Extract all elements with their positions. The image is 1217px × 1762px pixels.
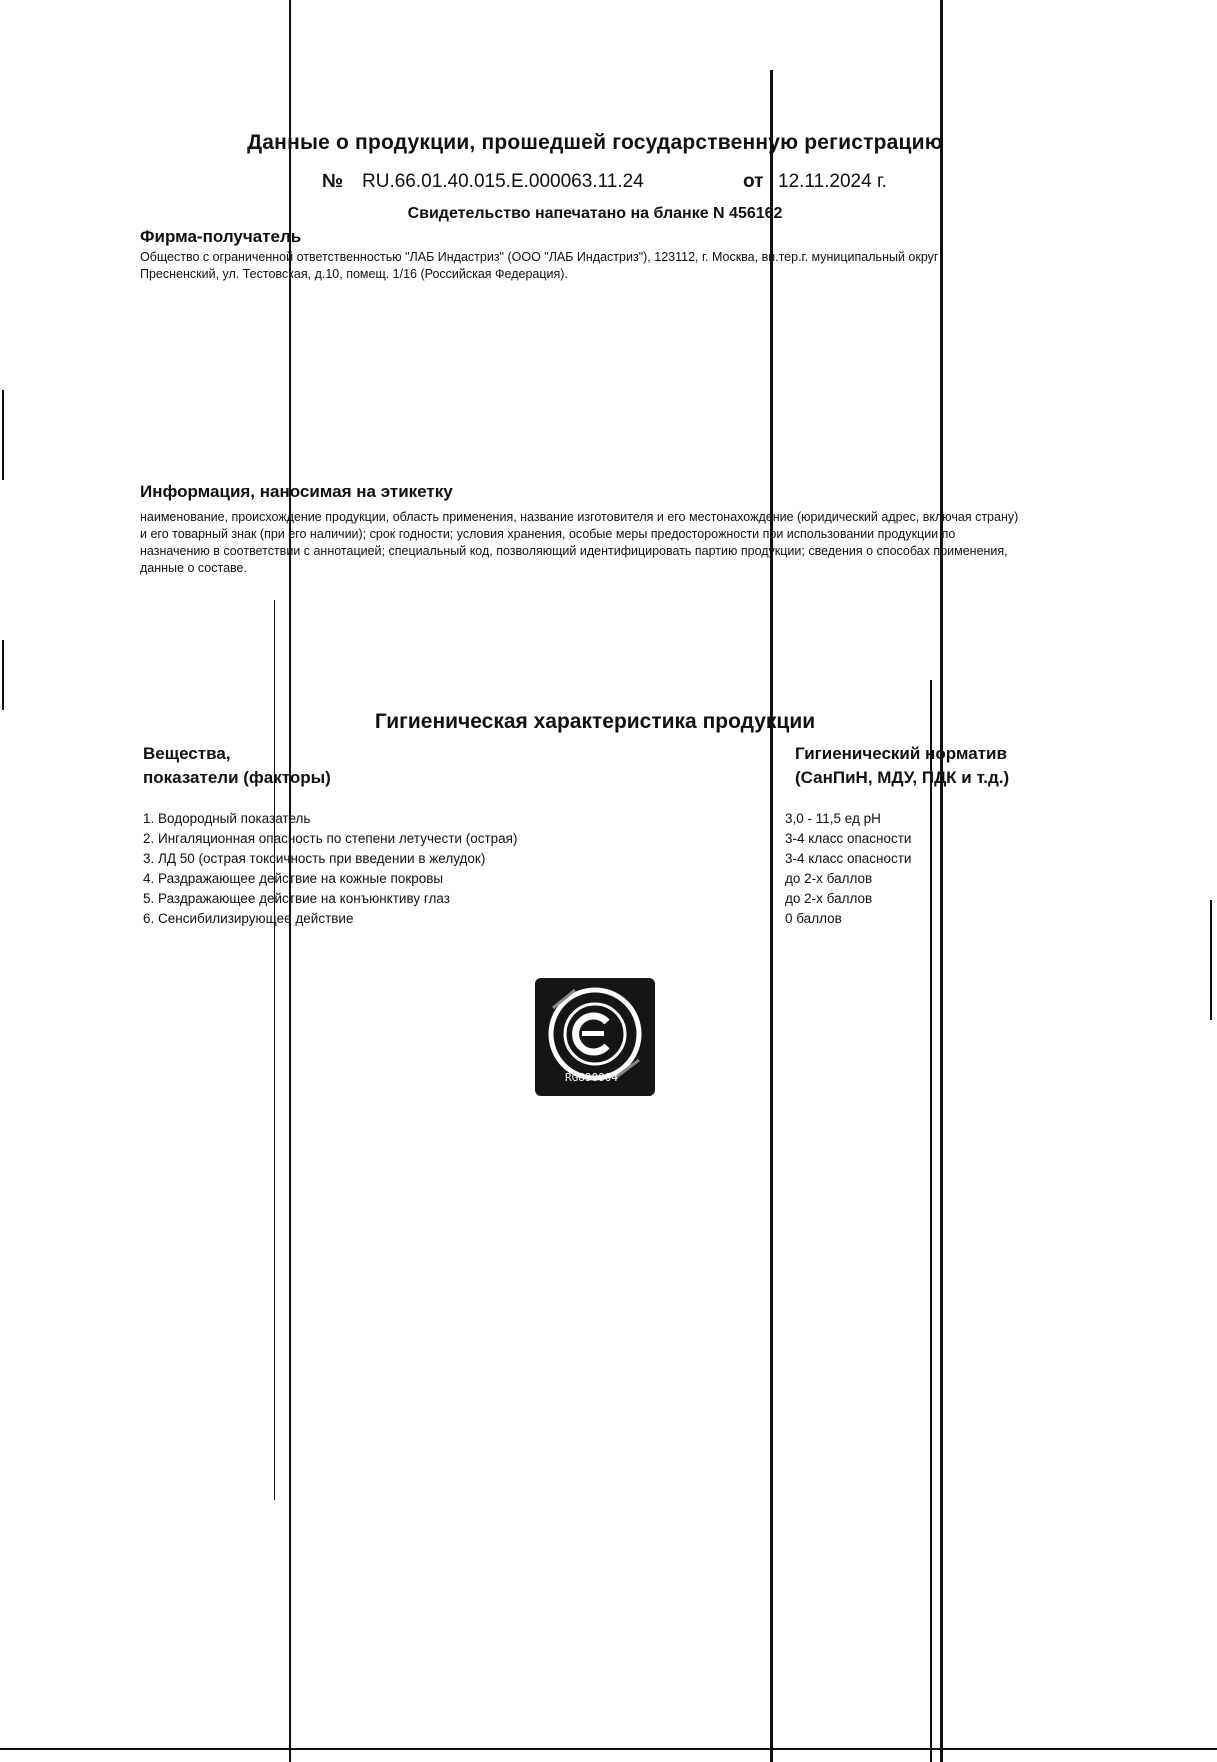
row-name: 4. Раздражающее действие на кожные покровы (143, 871, 444, 886)
row-value: 0 баллов (785, 911, 842, 926)
row-name: 3. ЛД 50 (острая токсичность при введении в желудок) (143, 851, 486, 866)
label-info-text: наименование, происхождение продукции, область применения, название изготовителя и его местонахождение (юридический адрес, включая страну) и его товарный знак (при его наличии); срок годности; условия хранения, особые меры предосторожности при использовании продукции по назначению в соответствии с аннотацией; специальный код, позволяющий идентифицировать партию продукции; сведения о способах применения, данные о составе. (140, 510, 1019, 575)
document-title: Данные о продукции, прошедшей государственную регистрацию (247, 131, 943, 154)
recipient-text: Общество с ограниченной ответственностью "ЛАБ Индастриз" (ООО "ЛАБ Индастриз"), 123112, г. Москва, вн.тер.г. муниципальный округ Пресненский, ул. Тестовская, д.10, помещ. 1/16 (Российская Федерация). (140, 250, 939, 281)
registration-number-label: № (322, 171, 344, 192)
scan-line (0, 1748, 1217, 1750)
seal-code: RG890004 (565, 1071, 618, 1084)
table-row (143, 829, 963, 849)
row-name: 6. Сенсибилизирующее действие (143, 911, 354, 926)
scan-line (2, 640, 4, 710)
scan-line (2, 390, 4, 480)
table-row (143, 809, 963, 829)
registration-number: RU.66.01.40.015.Е.000063.11.24 (362, 171, 644, 192)
table-row (143, 909, 963, 929)
row-value: до 2-х баллов (785, 891, 873, 906)
scan-line (274, 600, 275, 1500)
row-name: 2. Ингаляционная опасность по степени летучести (острая) (143, 831, 518, 846)
substances-header-line1: Вещества, (143, 744, 231, 763)
hygiene-heading: Гигиеническая характеристика продукции (374, 710, 816, 733)
norm-column-header (795, 742, 1009, 790)
row-name: 1. Водородный показатель (143, 811, 311, 826)
row-value: 3,0 - 11,5 ед pH (785, 811, 881, 826)
table-row (143, 889, 963, 909)
norm-header-line2: (СанПиН, МДУ, ПДК и т.д.) (795, 768, 1010, 787)
row-value: до 2-х баллов (785, 871, 873, 886)
substances-column-header (143, 742, 331, 790)
hygiene-table (143, 809, 963, 929)
norm-header-line1: Гигиенический норматив (795, 744, 1007, 763)
hologram-seal (535, 978, 655, 1096)
substances-header-line2: показатели (факторы) (143, 768, 331, 787)
table-row (143, 849, 963, 869)
row-name: 5. Раздражающее действие на конъюнктиву глаз (143, 891, 450, 906)
row-value: 3-4 класс опасности (785, 831, 912, 846)
label-info-heading: Информация, наносимая на этикетку (140, 482, 453, 501)
scan-line (1210, 900, 1212, 1020)
table-row (143, 869, 963, 889)
row-value: 3-4 класс опасности (785, 851, 912, 866)
registration-date-label: от (743, 171, 764, 192)
registration-date: 12.11.2024 г. (778, 171, 887, 192)
recipient-heading: Фирма-получатель (140, 227, 302, 246)
blank-number-line: Свидетельство напечатано на бланке N 456162 (407, 205, 783, 222)
